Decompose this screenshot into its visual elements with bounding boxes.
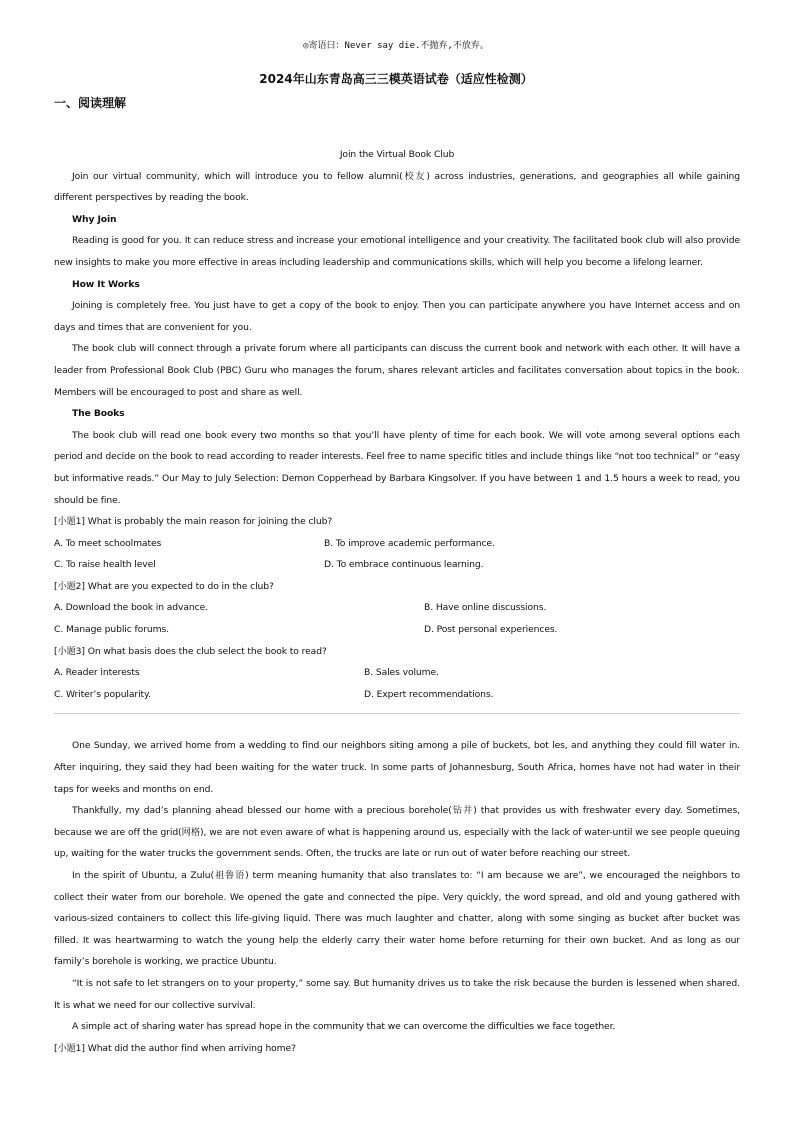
passage1-paragraph: Reading is good for you. It can reduce stress and increase your emotional intelligence and your creativity. The facilitated book club will also provide new insights to make you more effective in areas including leadership and communications skills, which will help you become a lifelong learner.	[54, 235, 740, 268]
passage1-heading-how-it-works: How It Works	[72, 278, 140, 290]
passage1-heading-the-books: The Books	[72, 408, 125, 420]
question-stem: [小题1] What is probably the main reason for joining the club?	[54, 516, 333, 528]
option-b: B. Sales volume.	[364, 667, 439, 679]
passage1-paragraph: The book club will connect through a private forum where all participants can discuss the current book and network with each other. It will have a leader from Professional Book Club (PBC) Guru who manages the forum, shares relevant articles and facilitates conversation about topics in the book. Members will be encouraged to post and share as well.	[54, 343, 740, 398]
motto: ◎寄语曰：Never say die.不抛弃,不放弃。	[303, 41, 489, 51]
passage1-paragraph: The book club will read one book every two months so that you’ll have plenty of time for each book. We will vote among several options each period and decide on the book to read according to reader interests. Feel free to name specific titles and include things like “not too technical” or “easy but informative reads.” Our May to July Selection: Demon Copperhead by Barbara Kingsolver. If you have between 1 and 1.5 hours a week to read, you should be fine.	[54, 429, 740, 506]
option-a: A. Download the book in advance.	[54, 602, 208, 614]
question-stem: [小题1] What did the author find when arriving home?	[54, 1042, 296, 1054]
option-c: C. To raise health level	[54, 559, 156, 571]
option-a: A. To meet schoolmates	[54, 537, 162, 549]
section-title: 一、阅读理解	[54, 96, 127, 110]
question-3	[54, 641, 740, 706]
question-options-row	[54, 533, 740, 555]
question-options-row	[54, 554, 740, 576]
passage2-paragraph: One Sunday, we arrived home from a wedding to find our neighbors siting among a pile of buckets, bot les, and anything they could fill water in. After inquiring, they said they had been waiting for the water truck. In some parts of Johannesburg, South Africa, homes have not had water in their taps for weeks and months on end.	[54, 740, 740, 795]
option-b: B. To improve academic performance.	[324, 537, 495, 549]
option-a: A. Reader interests	[54, 667, 140, 679]
question-options-row	[54, 684, 740, 706]
document-title: 2024年山东青岛高三三模英语试卷（适应性检测）	[259, 72, 533, 86]
passage1-paragraph: Joining is completely free. You just have to get a copy of the book to enjoy. Then you can participate anywhere you have Internet access and on days and times that are convenient for you.	[54, 300, 740, 333]
option-c: C. Manage public forums.	[54, 624, 169, 636]
passage2-paragraph: “It is not safe to let strangers on to your property,” some say. But humanity drives us to take the risk because the burden is lessened when shared. It is what we need for our collective survival.	[54, 977, 740, 1011]
question-stem: [小题2] What are you expected to do in the club?	[54, 580, 274, 592]
passage1-title: Join the Virtual Book Club	[339, 149, 455, 160]
option-d: D. To embrace continuous learning.	[324, 559, 484, 571]
option-d: D. Post personal experiences.	[424, 624, 558, 636]
passage1-heading-why-join: Why Join	[72, 213, 117, 225]
passage1-paragraph: Join our virtual community, which will introduce you to fellow alumni(校友) across industries, generations, and geographies all while gaining different perspectives by reading the book.	[54, 170, 740, 204]
question-options-row	[54, 597, 740, 619]
option-c: C. Writer’s popularity.	[54, 688, 151, 700]
passage2-paragraph: A simple act of sharing water has spread hope in the community that we can overcome the difficulties we face together.	[72, 1021, 616, 1033]
question-2	[54, 576, 740, 641]
question-1	[54, 511, 740, 576]
question-options-row	[54, 619, 740, 641]
question-stem: [小题3] On what basis does the club select the book to read?	[54, 645, 327, 657]
option-b: B. Have online discussions.	[424, 602, 547, 614]
question-options-row	[54, 662, 740, 684]
section-divider	[54, 713, 740, 714]
passage2-paragraph: Thankfully, my dad’s planning ahead blessed our home with a precious borehole(钻井) that provides us with freshwater every day. Sometimes, because we are off the grid(网格), we are not even aware of what is happening around us, especially with the lack of water-until we see people queuing up, waiting for the water trucks the government sends. Often, the trucks are late or run out of water before reaching our street.	[54, 805, 740, 860]
option-d: D. Expert recommendations.	[364, 688, 494, 700]
passage2-paragraph: In the spirit of Ubuntu, a Zulu(祖鲁语) term meaning humanity that also translates to: “I am because we are”, we encouraged the neighbors to collect their water from our borehole. We opened the gate and connected the pipe. Very quickly, the word spread, and old and young gathered with various-sized containers to collect this life-giving liquid. There was much laughter and chatter, along with some singing as bucket after bucket was filled. It was heartwarming to watch the young help the elderly carry their water home before returning for their own bucket. And as long as our family’s borehole is working, we practice Ubuntu.	[54, 870, 740, 968]
document-body	[54, 144, 740, 1059]
